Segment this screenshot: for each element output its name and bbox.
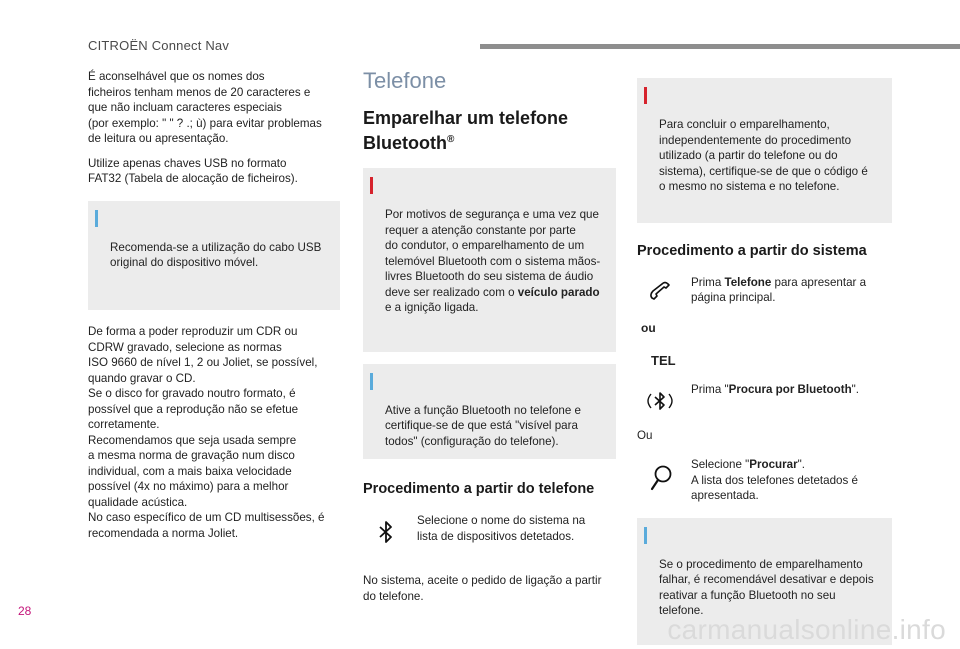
warning-icon [370,177,373,194]
page-number: 28 [18,604,32,618]
section-title: Telefone [363,68,447,93]
tel-label: TEL [651,352,676,368]
step-select-system: Selecione o nome do sistema na lista de dispositivos detetados. [363,513,616,551]
pairing-heading: Emparelhar um telefone Bluetooth® [363,108,569,153]
bluetooth-icon [371,517,401,547]
header-bar [480,44,960,49]
search-icon [645,463,675,493]
column-1 [88,64,340,541]
cd-format-advice: De forma a poder reproduzir um CDR ou CDRW gravado, selecione as normas ISO 9660 de nível 1, 2 ou Joliet, se possível, quando gravar o CD. Se o disco for gravado noutro formato, é possível que a reprodução não se efetue corretamente. Recomendamos que seja usada sempre a mesma norma de gravação num disco individual, com a mais baixa velocidade possível (4x no máximo) para a melhor qualidade acústica. No caso específico de um CD multisessões, é recomendada a norma Joliet. [88,325,325,540]
watermark: carmanualsonline.info [667,614,946,645]
info-icon [644,527,647,544]
phone-procedure-heading: Procedimento a partir do telefone [363,481,595,497]
step-bluetooth-search: Prima "Procura por Bluetooth". [637,382,892,420]
info-box-bluetooth-visible: Ative a função Bluetooth no telefone e certifique-se de que está "visível para todos" (configuração do telefone). [363,364,616,460]
warning-box-code: Para concluir o emparelhamento, independentemente do procedimento utilizado (a partir do telefone ou do sistema), certifique-se de que o código é o mesmo no sistema e no telefone. [637,78,892,223]
system-procedure-heading: Procedimento a partir do sistema [637,242,867,259]
column-3 [637,78,892,645]
bluetooth-search-icon [645,386,675,416]
column-2 [363,64,616,604]
info-text: Recomenda-se a utilização do cabo USB original do dispositivo móvel. [110,240,322,269]
ou-label: ou [641,320,656,335]
info-icon [370,373,373,390]
warning-icon [644,87,647,104]
step-press-telefone: Prima Telefone para apresentar a página principal. [637,275,892,313]
filename-advice: É aconselhável que os nomes dos ficheiros tenham menos de 20 caracteres e que não incluam caracteres especiais (por exemplo: " " ? .; ù) para evitar problemas de leitura ou apresentação. [88,70,322,145]
step-procurar: Selecione "Procurar". A lista dos telefones detetados é apresentada. [637,457,892,504]
warning-box-safety: Por motivos de segurança e uma vez que requer a atenção constante por parte do condutor, o emparelhamento de um telemóvel Bluetooth com o sistema mãos- livres Bluetooth do seu sistema de áudio deve ser realizado com o veículo parado e a ignição ligada. [363,168,616,352]
info-icon [95,210,98,227]
ou-text: Ou [637,428,653,442]
phone-icon [645,277,675,307]
accept-request-text: No sistema, aceite o pedido de ligação a partir do telefone. [363,574,602,603]
header-title: CITROËN Connect Nav [88,38,230,53]
info-box-usb-cable [88,201,340,311]
usb-format-advice: Utilize apenas chaves USB no formato FAT32 (Tabela de alocação de ficheiros). [88,156,298,185]
info-box-reactivate: Se o procedimento de emparelhamento falhar, é recomendável desativar e depois reativar a função Bluetooth no seu telefone. [637,518,892,645]
